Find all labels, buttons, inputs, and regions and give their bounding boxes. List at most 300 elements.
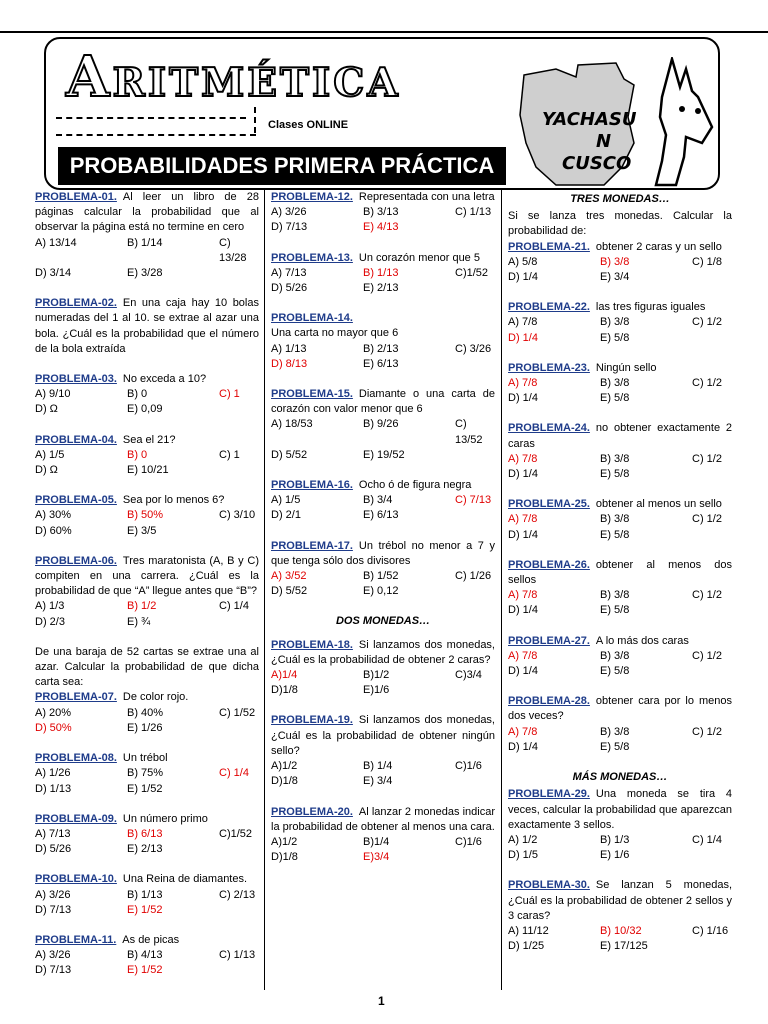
options-row (508, 528, 732, 543)
section-heading: DOS MONEDAS… (335, 615, 431, 628)
problem-label: PROBLEMA-19. (271, 714, 353, 727)
option: C) 1/2 (692, 649, 722, 662)
options-row (35, 903, 259, 918)
option: B) 1/52 (363, 570, 399, 583)
problem-text: Si lanzamos dos monedas, ¿Cuál es la probabilidad de obtener 2 caras? (271, 638, 495, 666)
problem-text: De color rojo. (122, 691, 189, 704)
option: E) 1/6 (600, 849, 630, 862)
option: A)1/2 (271, 835, 298, 848)
option: E) 6/13 (363, 357, 399, 370)
option: E) 3/5 (127, 524, 157, 537)
problem-22 (508, 300, 732, 346)
column-3 (508, 190, 732, 969)
options-row (35, 827, 259, 842)
option: D) 5/52 (271, 585, 308, 598)
option: D) 1/4 (508, 604, 538, 617)
options-row (271, 205, 495, 220)
problem-text: obtener al menos un sello (595, 498, 722, 511)
problem-01 (35, 190, 259, 281)
option: C) 1/13 (219, 949, 256, 962)
option: C) 1/2 (692, 452, 722, 465)
option: B) 3/8 (600, 589, 630, 602)
option: E) 6/13 (363, 509, 399, 522)
option: D) 2/3 (35, 615, 65, 628)
page-number: 1 (378, 994, 385, 1008)
problem-text: En una caja hay 10 bolas numeradas del 1 al 10. se extrae al azar una bola. ¿Cuál es la probabilidad que el número de la bola extraída (35, 297, 259, 355)
problem-text: obtener al menos dos sellos (508, 558, 732, 587)
answer-option: E) 1/52 (127, 964, 163, 977)
options-row (508, 664, 732, 679)
problem-label: PROBLEMA-12. (271, 191, 353, 203)
option: E) 5/8 (600, 740, 630, 753)
option: A) 30% (35, 509, 72, 522)
option: B) 4/13 (127, 949, 163, 962)
options-row (508, 255, 732, 270)
problem-label: PROBLEMA-16. (271, 479, 353, 492)
answer-option: A) 7/8 (508, 725, 538, 738)
option: D) Ω (35, 403, 58, 416)
problem-26 (508, 558, 732, 619)
options-row (508, 391, 732, 406)
option: E) 0,12 (363, 585, 399, 598)
option: C) 1/13 (455, 206, 492, 219)
options-row (35, 508, 259, 523)
options-row (271, 342, 495, 357)
options-row (271, 584, 495, 599)
options-row (35, 721, 259, 736)
answer-option: C) 7/13 (455, 494, 492, 507)
dashed-divider (56, 134, 256, 136)
column-1 (35, 190, 259, 994)
problem-label: PROBLEMA-20. (271, 805, 353, 818)
options-row (508, 331, 732, 346)
problem-label: PROBLEMA-29. (508, 788, 590, 801)
options-row (271, 569, 495, 584)
problem-label: PROBLEMA-08. (35, 752, 117, 765)
options-row (271, 357, 495, 372)
header-box (44, 37, 720, 190)
options-row (35, 948, 259, 963)
options-row (271, 835, 495, 850)
option: E) 3/4 (600, 271, 630, 284)
option: A) 13/14 (35, 236, 77, 249)
option: D) 1/4 (508, 271, 538, 284)
problem-24 (508, 421, 732, 482)
column-2 (271, 190, 495, 880)
options-row (35, 463, 259, 478)
option: A) 1/13 (271, 342, 307, 355)
option: B) 1/4 (363, 760, 393, 773)
answer-option: B) 1/13 (363, 266, 399, 279)
option: A) 3/26 (35, 888, 71, 901)
option: D) 1/5 (508, 849, 538, 862)
options-row (508, 512, 732, 527)
option: C) 1/52 (219, 706, 256, 719)
option: C) 1 (219, 448, 240, 461)
option: B) 3/13 (363, 206, 399, 219)
options-row (271, 683, 495, 698)
option: A) 1/2 (508, 833, 538, 846)
option: A) 3/26 (35, 949, 71, 962)
problem-label: PROBLEMA-01. (35, 191, 117, 203)
problem-25 (508, 497, 732, 543)
problem-label: PROBLEMA-14. (271, 312, 353, 325)
option: D) 7/13 (271, 221, 308, 234)
answer-option: C) 1/4 (219, 767, 249, 780)
option: A) 9/10 (35, 388, 71, 401)
answer-option: A) 7/8 (508, 513, 538, 526)
option: B)1/2 (363, 669, 390, 682)
options-row (508, 467, 732, 482)
problem-label: PROBLEMA-23. (508, 361, 590, 374)
option: E) 5/8 (600, 331, 630, 344)
options-row (508, 725, 732, 740)
logo-text: YACHASU (542, 109, 637, 130)
problem-text: Sea por lo menos 6? (122, 494, 225, 507)
option: A)1/2 (271, 760, 298, 773)
option: C) 1/4 (692, 833, 722, 846)
options-row (35, 524, 259, 539)
problem-text: Una carta no mayor que 6 (271, 327, 399, 340)
option: B) 9/26 (363, 418, 399, 431)
problem-14 (271, 311, 495, 372)
option: A) 7/13 (35, 827, 71, 840)
problem-label: PROBLEMA-24. (508, 422, 590, 435)
option: E) 5/8 (600, 528, 630, 541)
option: A) 20% (35, 706, 72, 719)
problem-text: Ocho ó de figura negra (358, 479, 472, 492)
option: E) 1/26 (127, 721, 163, 734)
options-row (271, 774, 495, 789)
problem-label: PROBLEMA-27. (508, 634, 590, 647)
problem-text: Al lanzar 2 monedas indicar la probabilidad de obtener al menos una cara. (271, 805, 495, 833)
intro-text: Si se lanza tres monedas. Calcular la probabilidad de: (508, 210, 732, 238)
problem-label: PROBLEMA-04. (35, 433, 117, 446)
option: C) 1/8 (692, 255, 722, 268)
option: C) 13/28 (219, 236, 247, 264)
options-row (35, 706, 259, 721)
options-row (35, 888, 259, 903)
answer-option: A) 3/52 (271, 570, 307, 583)
option: C) 2/13 (219, 888, 256, 901)
column-divider (501, 190, 502, 990)
problem-label: PROBLEMA-03. (35, 373, 117, 386)
option: E) ¾ (127, 615, 151, 628)
problem-15 (271, 387, 495, 463)
options-row (35, 402, 259, 417)
option: B) 3/8 (600, 725, 630, 738)
problem-label: PROBLEMA-22. (508, 301, 590, 314)
option: C) 3/26 (455, 342, 492, 355)
problem-10 (35, 872, 259, 918)
option: C) 1/16 (692, 924, 729, 937)
problem-label: PROBLEMA-13. (271, 251, 353, 264)
problem-16 (271, 478, 495, 524)
problem-label: PROBLEMA-26. (508, 558, 590, 571)
problem-label: PROBLEMA-21. (508, 240, 590, 253)
option: B) 75% (127, 767, 164, 780)
option: D) 1/25 (508, 940, 545, 953)
option: A) 7/13 (271, 266, 307, 279)
option: C)1/6 (455, 760, 482, 773)
option: A) 3/26 (271, 206, 307, 219)
problem-label: PROBLEMA-28. (508, 695, 590, 708)
option: A) 18/53 (271, 418, 313, 431)
answer-option: A) 7/8 (508, 377, 538, 390)
options-row (508, 848, 732, 863)
answer-option: B) 6/13 (127, 827, 163, 840)
problem-text: Ningún sello (595, 361, 657, 374)
problem-label: PROBLEMA-25. (508, 498, 590, 511)
option: D) 2/1 (271, 509, 301, 522)
section-heading: TRES MONEDAS… (570, 193, 670, 205)
option: E)1/6 (363, 684, 390, 697)
answer-option: C) 1 (219, 388, 240, 401)
options-row (508, 603, 732, 618)
problem-label: PROBLEMA-30. (508, 879, 590, 892)
problem-text: No exceda a 10? (122, 373, 207, 386)
option: E) 17/125 (600, 940, 648, 953)
problem-label: PROBLEMA-07. (35, 691, 117, 704)
answer-option: B) 50% (127, 509, 164, 522)
option: D) 60% (35, 524, 72, 537)
option: E) 2/13 (363, 282, 399, 295)
options-row (271, 281, 495, 296)
problem-text: Un número primo (122, 812, 208, 825)
option: C) 1/2 (692, 589, 722, 602)
option: C) 3/10 (219, 509, 256, 522)
column-divider (264, 190, 265, 990)
option: C)1/6 (455, 835, 482, 848)
problem-08 (35, 751, 259, 797)
option: B) 3/8 (600, 452, 630, 465)
problem-label: PROBLEMA-09. (35, 812, 117, 825)
option: B) 3/4 (363, 494, 393, 507)
options-row (271, 266, 495, 281)
option: B) 1/3 (600, 833, 630, 846)
options-row (271, 759, 495, 774)
problem-27 (508, 634, 732, 680)
options-row (508, 833, 732, 848)
answer-option: B) 3/8 (600, 255, 630, 268)
options-row (35, 599, 259, 614)
problem-text: no obtener exactamente 2 caras (508, 422, 732, 450)
options-row (508, 270, 732, 285)
option: A) 1/3 (35, 600, 65, 613)
option: B) 3/8 (600, 316, 630, 329)
problem-label: PROBLEMA-18. (271, 638, 353, 651)
option: C)1/52 (219, 827, 253, 840)
problem-text: Un corazón menor que 5 (358, 251, 480, 264)
answer-option: E) 4/13 (363, 221, 399, 234)
option: A) 1/5 (35, 448, 65, 461)
option: E) 5/8 (600, 604, 630, 617)
option: E) 0,09 (127, 403, 163, 416)
option: D) 1/4 (508, 468, 538, 481)
options-row (271, 417, 495, 447)
option: C) 1/2 (692, 377, 722, 390)
options-row (35, 236, 259, 266)
option: E) 1/52 (127, 782, 163, 795)
option: D) 7/13 (35, 964, 72, 977)
problem-19 (271, 713, 495, 789)
option: E) 5/8 (600, 468, 630, 481)
answer-option: B) 0 (127, 448, 148, 461)
answer-option: A) 7/8 (508, 649, 538, 662)
problem-text: Al leer un libro de 28 páginas calcular la probabilidad que al observar la página está no termine en cero (35, 191, 259, 234)
option: E) 3/4 (363, 775, 393, 788)
problem-label: PROBLEMA-05. (35, 494, 117, 507)
options-row (508, 376, 732, 391)
options-row (271, 668, 495, 683)
problem-label: PROBLEMA-17. (271, 539, 353, 552)
option: E) 2/13 (127, 843, 163, 856)
options-row (271, 493, 495, 508)
option: C) 1/26 (455, 570, 492, 583)
option: B) 3/8 (600, 513, 630, 526)
options-row (271, 448, 495, 463)
option: D) 1/4 (508, 665, 538, 678)
option: C)1/52 (455, 266, 489, 279)
option: B) 2/13 (363, 342, 399, 355)
answer-option: D) 50% (35, 721, 72, 734)
options-row (271, 220, 495, 235)
top-rule (0, 31, 768, 33)
options-row (508, 740, 732, 755)
options-row (508, 939, 732, 954)
intro-text: De una baraja de 52 cartas se extrae una al azar. Calcular la probabilidad de que dicha carta sea: (35, 645, 259, 689)
option: D) 3/14 (35, 267, 72, 280)
problem-20 (271, 805, 495, 866)
options-row (508, 924, 732, 939)
problem-text: A lo más dos caras (595, 634, 689, 647)
options-row (508, 649, 732, 664)
problem-13 (271, 251, 495, 297)
option: B) 1/13 (127, 888, 163, 901)
problem-label: PROBLEMA-06. (35, 554, 117, 567)
option: D) 1/4 (508, 528, 538, 541)
option: C) 1/4 (219, 600, 249, 613)
option: E) 5/8 (600, 392, 630, 405)
problem-23 (508, 361, 732, 407)
option: D) 1/4 (508, 392, 538, 405)
problem-text: Un trébol no menor a 7 y que tenga sólo dos divisores (271, 539, 495, 567)
answer-option: E) 1/52 (127, 903, 163, 916)
problem-text: Representada con una letra (358, 191, 495, 203)
problem-label: PROBLEMA-15. (271, 388, 353, 401)
banner-title: PROBABILIDADES PRIMERA PRÁCTICA (58, 147, 506, 185)
options-row (35, 387, 259, 402)
problem-03 (35, 372, 259, 418)
problem-04 (35, 433, 259, 479)
option: C)3/4 (455, 669, 482, 682)
logo (516, 57, 716, 187)
option: A) 1/26 (35, 767, 71, 780)
option: D) 5/26 (35, 843, 72, 856)
problem-text: Una moneda se tira 4 veces, calcular la probabilidad que aparezcan exactamente 3 sellos. (508, 788, 732, 831)
answer-option: E)3/4 (363, 851, 390, 864)
options-row (35, 782, 259, 797)
problem-12 (271, 190, 495, 236)
options-row (35, 448, 259, 463)
option: B) 3/8 (600, 377, 630, 390)
problem-text: obtener 2 caras y un sello (595, 240, 722, 253)
options-row (35, 615, 259, 630)
problem-label: PROBLEMA-02. (35, 297, 117, 310)
problem-07 (35, 690, 259, 736)
options-row (508, 315, 732, 330)
option: A) 1/5 (271, 494, 301, 507)
option: C) 1/2 (692, 513, 722, 526)
problem-text: Se lanzan 5 monedas, ¿Cuál es la probabilidad de obtener 2 sellos y 3 caras? (508, 879, 732, 922)
options-row (508, 452, 732, 467)
problem-text: Una Reina de diamantes. (122, 873, 248, 886)
option: D) 5/26 (271, 282, 308, 295)
problem-text: Si lanzamos dos monedas, ¿Cuál es la probabilidad de obtener ningún sello? (271, 714, 495, 757)
option: D) 1/13 (35, 782, 72, 795)
options-row (508, 588, 732, 603)
answer-option: D) 8/13 (271, 357, 308, 370)
problem-02 (35, 296, 259, 357)
page-title: Aritmética (66, 44, 401, 110)
problem-text: las tres figuras iguales (595, 301, 706, 314)
problem-29 (508, 787, 732, 863)
option: D) 1/4 (508, 740, 538, 753)
problem-text: Sea el 21? (122, 433, 176, 446)
answer-option: A) 7/8 (508, 452, 538, 465)
option: A) 5/8 (508, 255, 538, 268)
problem-text: obtener cara por lo menos dos veces? (508, 695, 732, 723)
option: D)1/8 (271, 775, 298, 788)
option: B) 40% (127, 706, 164, 719)
options-row (271, 850, 495, 865)
option: D)1/8 (271, 684, 298, 697)
option: E) 19/52 (363, 448, 405, 461)
logo-text: CUSCO (562, 153, 632, 174)
option: D) 7/13 (35, 903, 72, 916)
answer-option: B) 10/32 (600, 924, 642, 937)
subtitle: Clases ONLINE (268, 119, 349, 131)
problem-28 (508, 694, 732, 755)
problem-18 (271, 638, 495, 699)
problem-09 (35, 812, 259, 858)
problem-06 (35, 554, 259, 630)
option: A) 11/12 (508, 924, 549, 937)
problem-text: As de picas (122, 933, 180, 946)
answer-option: B) 1/2 (127, 600, 157, 613)
option: B) 3/8 (600, 649, 630, 662)
problem-text: Un trébol (122, 752, 168, 765)
option: D) 5/52 (271, 448, 308, 461)
section-heading: MÁS MONEDAS… (572, 771, 668, 784)
option: D) Ω (35, 464, 58, 477)
option: C) 1/2 (692, 725, 722, 738)
problem-17 (271, 539, 495, 600)
problem-21 (508, 240, 732, 286)
options-row (35, 842, 259, 857)
options-row (35, 963, 259, 978)
dashed-divider-vertical (254, 107, 256, 133)
option: B) 1/14 (127, 236, 163, 249)
option: E) 3/28 (127, 267, 163, 280)
option: D)1/8 (271, 851, 298, 864)
option: A) 7/8 (508, 316, 538, 329)
option: E) 10/21 (127, 464, 169, 477)
problem-label: PROBLEMA-10. (35, 873, 117, 886)
option: E) 5/8 (600, 665, 630, 678)
options-row (35, 766, 259, 781)
options-row (271, 508, 495, 523)
